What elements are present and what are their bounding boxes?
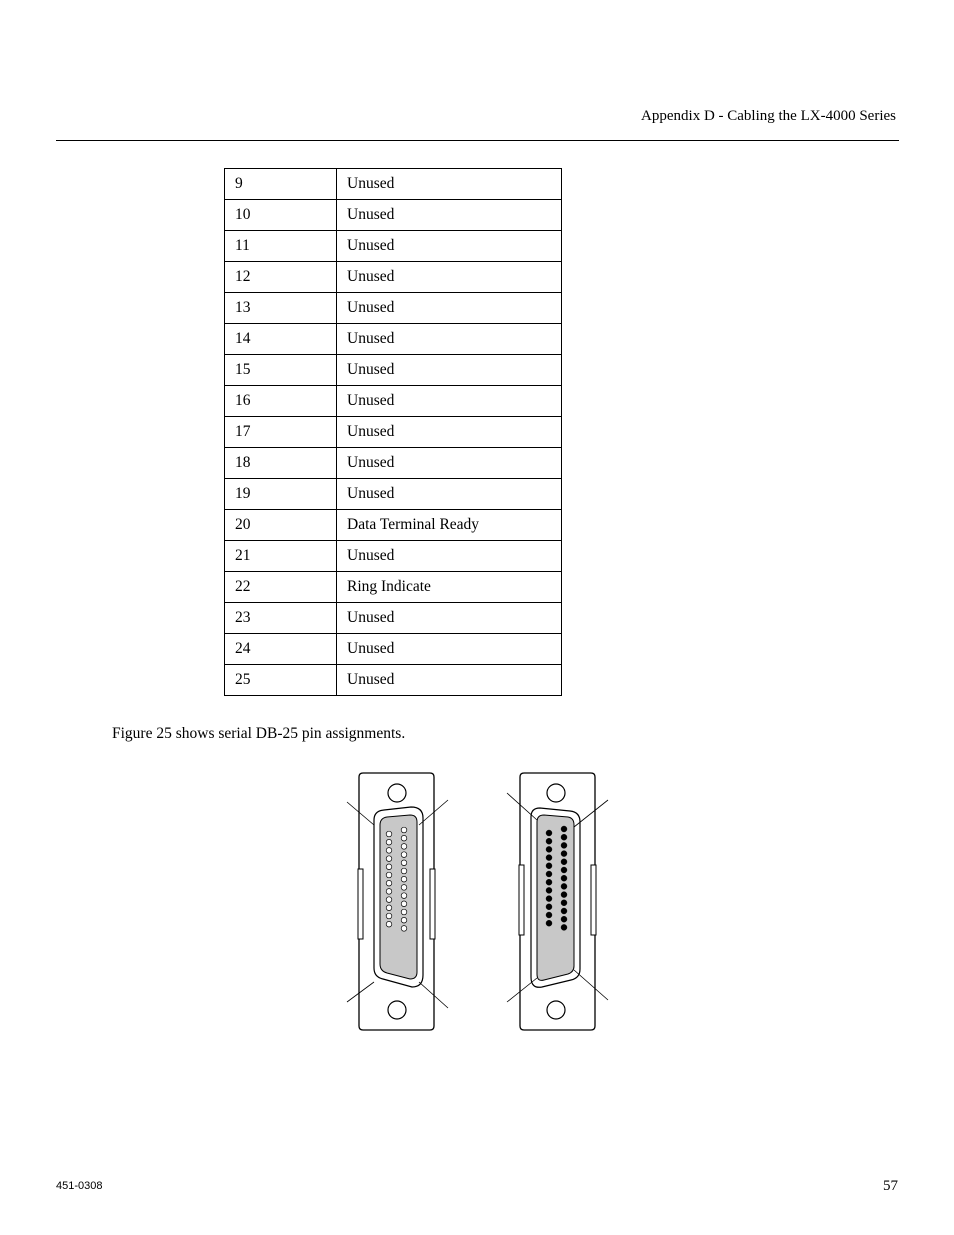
pin-number-cell: 17 — [225, 417, 337, 448]
header-rule — [56, 140, 899, 141]
page-number: 57 — [883, 1178, 898, 1194]
pin-number-cell: 14 — [225, 324, 337, 355]
figure-caption-text: Figure 25 shows serial DB-25 pin assignments. — [112, 725, 406, 742]
connector-pin — [386, 864, 392, 870]
connector-pin — [401, 835, 407, 841]
connector-pin — [386, 831, 392, 837]
left-mounting-tab — [519, 865, 524, 935]
pin-number-cell: 18 — [225, 448, 337, 479]
table-row — [225, 262, 562, 293]
signal-name-cell: Unused — [337, 355, 562, 386]
connector-pin — [546, 896, 552, 902]
connector-pin — [546, 871, 552, 877]
table-row — [225, 169, 562, 200]
signal-name-cell: Unused — [337, 386, 562, 417]
connector-pin — [401, 926, 407, 932]
table-row — [225, 355, 562, 386]
connector-pin — [546, 920, 552, 926]
top-screw-hole — [547, 784, 565, 802]
connector-pin — [401, 868, 407, 874]
connector-pin — [561, 892, 567, 898]
table-row — [225, 541, 562, 572]
db25-connector-figure — [330, 765, 630, 1040]
table-row — [225, 324, 562, 355]
connector-pin — [386, 856, 392, 862]
pin-number-cell: 12 — [225, 262, 337, 293]
connector-pin — [386, 897, 392, 903]
left-mounting-tab — [358, 869, 363, 939]
pin-number-cell: 21 — [225, 541, 337, 572]
signal-name-cell: Unused — [337, 417, 562, 448]
pin-number-cell: 10 — [225, 200, 337, 231]
connector-pin — [546, 838, 552, 844]
signal-name-cell: Unused — [337, 324, 562, 355]
pin-number-cell: 20 — [225, 510, 337, 541]
bottom-screw-hole — [547, 1001, 565, 1019]
connector-pin — [546, 904, 552, 910]
signal-name-cell: Unused — [337, 541, 562, 572]
table-row — [225, 417, 562, 448]
connector-pin — [546, 863, 552, 869]
table-row — [225, 665, 562, 696]
connector-pin — [386, 905, 392, 911]
connector-pin — [546, 912, 552, 918]
connector-pin — [401, 909, 407, 915]
pin-number-cell: 25 — [225, 665, 337, 696]
table-row — [225, 293, 562, 324]
connector-pin — [546, 846, 552, 852]
pin-number-cell: 15 — [225, 355, 337, 386]
signal-name-cell: Unused — [337, 200, 562, 231]
table-row — [225, 200, 562, 231]
connector-pin — [386, 913, 392, 919]
d-shell-face — [537, 815, 574, 980]
table-row — [225, 479, 562, 510]
table-row — [225, 510, 562, 541]
connector-pin — [401, 901, 407, 907]
signal-name-cell: Ring Indicate — [337, 572, 562, 603]
db25-female-connector — [347, 773, 448, 1030]
signal-name-cell: Unused — [337, 448, 562, 479]
signal-name-cell: Unused — [337, 293, 562, 324]
table-row — [225, 386, 562, 417]
signal-name-cell: Data Terminal Ready — [337, 510, 562, 541]
connector-pin — [561, 883, 567, 889]
connector-pin — [386, 872, 392, 878]
table-row — [225, 634, 562, 665]
pin-number-cell: 9 — [225, 169, 337, 200]
pin-number-cell: 24 — [225, 634, 337, 665]
table-row — [225, 231, 562, 262]
connector-pin — [561, 900, 567, 906]
top-screw-hole — [388, 784, 406, 802]
signal-name-cell: Unused — [337, 665, 562, 696]
connector-pin — [561, 916, 567, 922]
signal-name-cell: Unused — [337, 231, 562, 262]
connector-pin — [561, 826, 567, 832]
table-row — [225, 448, 562, 479]
connector-pin — [386, 889, 392, 895]
connector-pin — [546, 855, 552, 861]
connector-pin — [401, 860, 407, 866]
connector-pin — [386, 880, 392, 886]
connector-pin — [546, 879, 552, 885]
connector-pin — [401, 876, 407, 882]
right-mounting-tab — [430, 869, 435, 939]
pin-table-body — [225, 169, 562, 696]
connector-pin — [561, 875, 567, 881]
connector-pin — [546, 887, 552, 893]
connector-pin — [561, 859, 567, 865]
pin-number-cell: 19 — [225, 479, 337, 510]
pin-number-cell: 11 — [225, 231, 337, 262]
connector-pin — [561, 867, 567, 873]
table-row — [225, 603, 562, 634]
signal-name-cell: Unused — [337, 169, 562, 200]
connector-pin — [401, 852, 407, 858]
table-row — [225, 572, 562, 603]
bottom-screw-hole — [388, 1001, 406, 1019]
connector-pin — [561, 908, 567, 914]
connector-pin — [561, 842, 567, 848]
pin-number-cell: 16 — [225, 386, 337, 417]
connector-pin — [561, 924, 567, 930]
pin-number-cell: 22 — [225, 572, 337, 603]
signal-name-cell: Unused — [337, 479, 562, 510]
connector-pin — [386, 848, 392, 854]
connector-pin — [401, 893, 407, 899]
pin-number-cell: 13 — [225, 293, 337, 324]
signal-name-cell: Unused — [337, 262, 562, 293]
connector-pin — [386, 839, 392, 845]
signal-name-cell: Unused — [337, 634, 562, 665]
connector-pin — [561, 851, 567, 857]
pin-number-cell: 23 — [225, 603, 337, 634]
connector-pin — [401, 917, 407, 923]
connector-pin — [561, 834, 567, 840]
connector-pin — [401, 844, 407, 850]
connector-pin — [401, 827, 407, 833]
document-number: 451-0308 — [56, 1180, 103, 1192]
pin-assignment-table — [224, 168, 562, 696]
connector-pin — [546, 830, 552, 836]
connector-pin — [386, 921, 392, 927]
signal-name-cell: Unused — [337, 603, 562, 634]
d-shell-face — [380, 815, 417, 979]
right-mounting-tab — [591, 865, 596, 935]
connector-pin — [401, 885, 407, 891]
db25-male-connector — [507, 773, 608, 1030]
page-header-title: Appendix D - Cabling the LX-4000 Series — [641, 108, 896, 124]
